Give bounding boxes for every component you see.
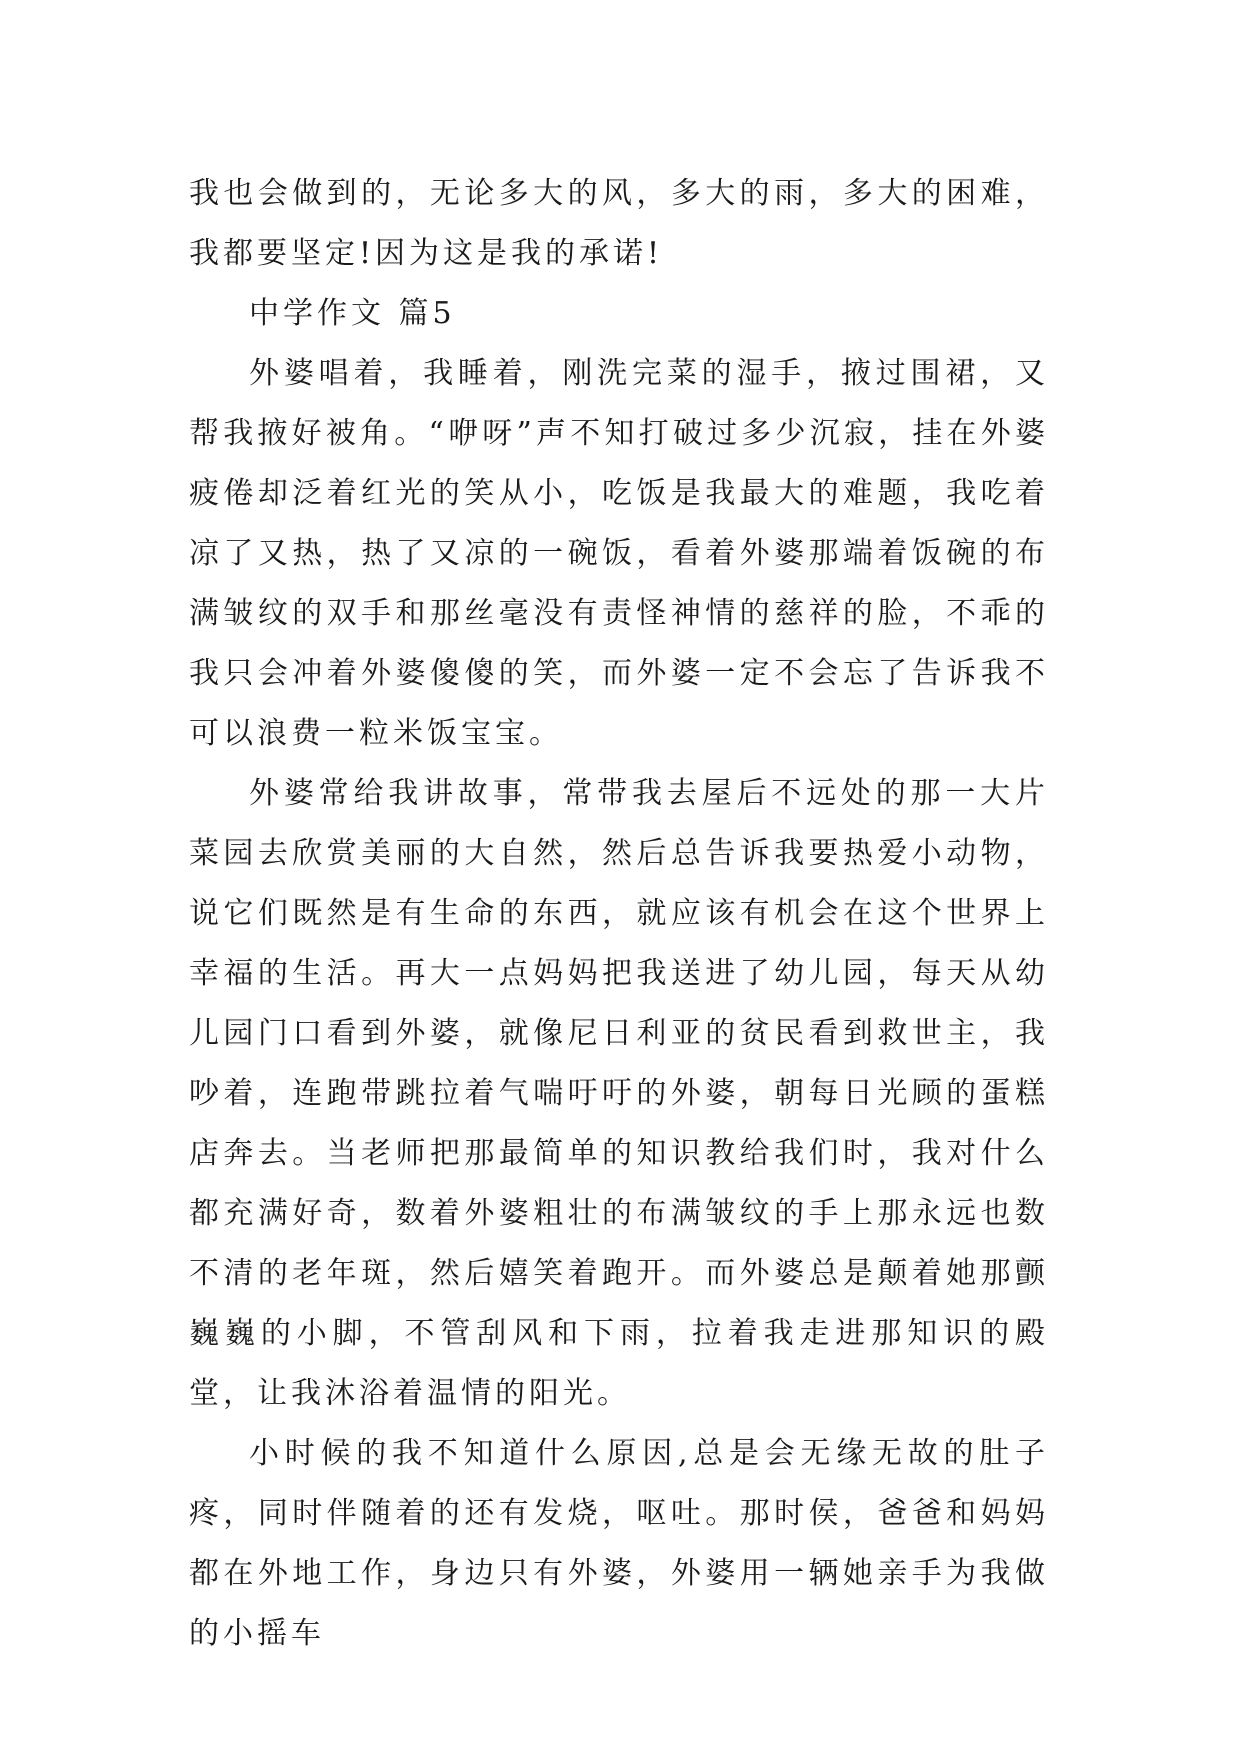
section-heading: 中学作文 篇5 <box>249 296 456 331</box>
document-body <box>189 164 1049 1664</box>
paragraph: 小时候的我不知道什么原因,总是会无缘无故的肚子疼，同时伴随着的还有发烧，呕吐。那时侯，爸爸和妈妈都在外地工作，身边只有外婆，外婆用一辆她亲手为我做的小摇车 <box>189 1436 1049 1651</box>
paragraph: 外婆唱着，我睡着，刚洗完菜的湿手，掖过围裙，又帮我掖好被角。“咿呀”声不知打破过多少沉寂，挂在外婆疲倦却泛着红光的笑从小，吃饭是我最大的难题，我吃着凉了又热，热了又凉的一碗饭，看着外婆那端着饭碗的布满皱纹的双手和那丝毫没有责怪神情的慈祥的脸，不乖的我只会冲着外婆傻傻的笑，而外婆一定不会忘了告诉我不可以浪费一粒米饭宝宝。 <box>189 356 1049 751</box>
paragraph-continuation: 我也会做到的，无论多大的风，多大的雨，多大的困难，我都要坚定!因为这是我的承诺! <box>189 176 1049 271</box>
paragraph: 外婆常给我讲故事，常带我去屋后不远处的那一大片菜园去欣赏美丽的大自然，然后总告诉我要热爱小动物，说它们既然是有生命的东西，就应该有机会在这个世界上幸福的生活。再大一点妈妈把我送进了幼儿园，每天从幼儿园门口看到外婆，就像尼日利亚的贫民看到救世主，我吵着，连跑带跳拉着气喘吁吁的外婆，朝每日光顾的蛋糕店奔去。当老师把那最简单的知识教给我们时，我对什么都充满好奇，数着外婆粗壮的布满皱纹的手上那永远也数不清的老年斑，然后嬉笑着跑开。而外婆总是颠着她那颤巍巍的小脚，不管刮风和下雨，拉着我走进那知识的殿堂，让我沐浴着温情的阳光。 <box>189 776 1049 1411</box>
